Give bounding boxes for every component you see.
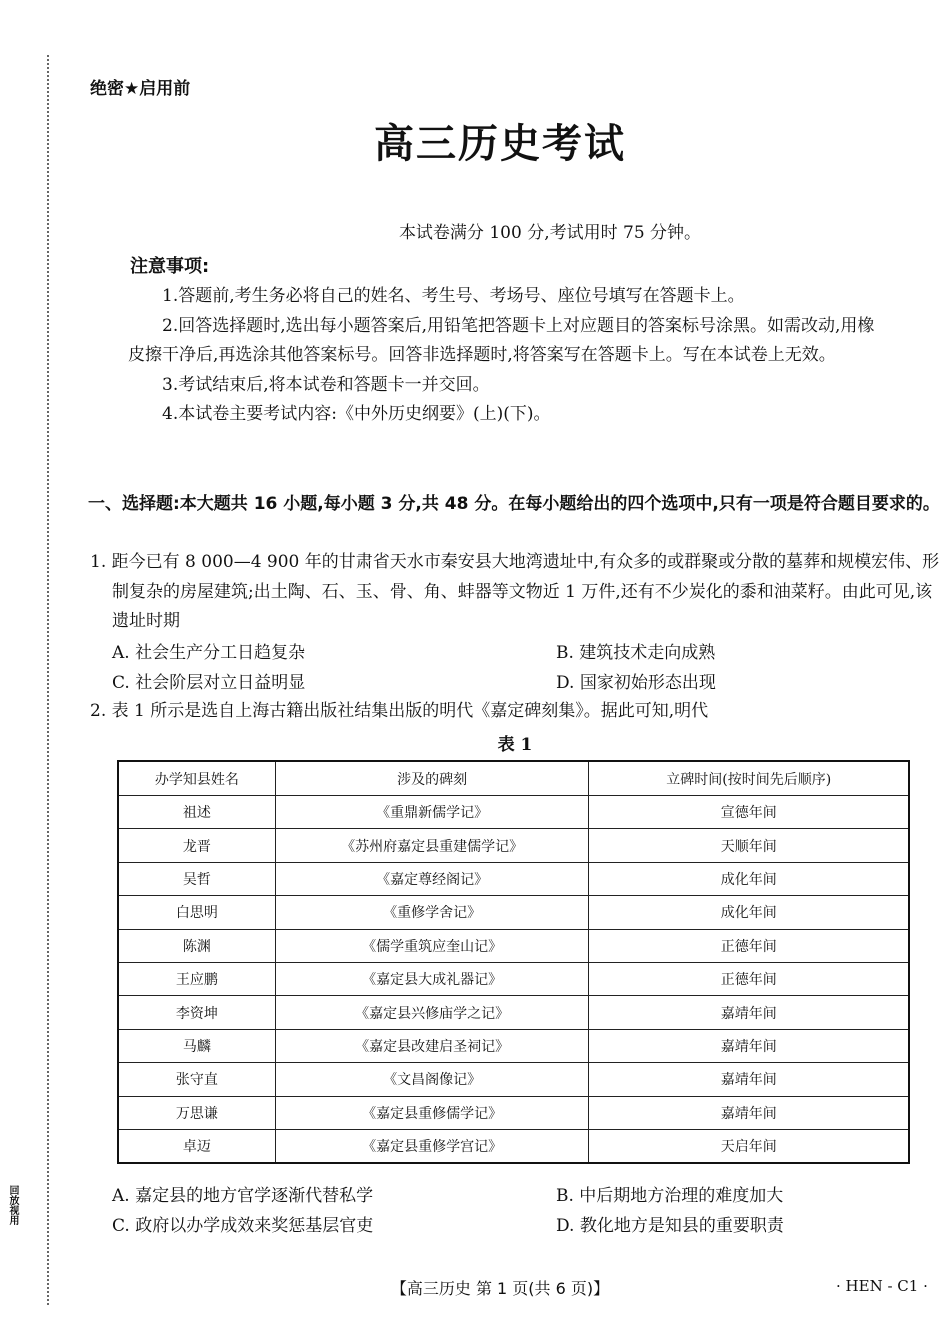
table-row <box>118 896 909 929</box>
table-row <box>118 862 909 895</box>
table-1 <box>117 760 910 1164</box>
notice-item: 1.答题前,考生务必将自己的姓名、考生号、考场号、座位号填写在答题卡上。 <box>162 286 745 306</box>
table-cell: 《嘉定尊经阁记》 <box>275 862 589 895</box>
table-cell: 宣德年间 <box>589 796 909 829</box>
notice-item: 3.考试结束后,将本试卷和答题卡一并交回。 <box>162 374 490 395</box>
binding-line <box>47 55 49 1305</box>
table-cell: 陈渊 <box>118 929 275 962</box>
page-footer: 【高三历史 第 1 页(共 6 页)】 <box>390 1279 610 1298</box>
side-mark: 回放视用 <box>7 1185 18 1225</box>
notice-heading: 注意事项: <box>130 256 210 277</box>
table-cell: 龙晋 <box>118 829 275 862</box>
q1-option-c: C. 社会阶层对立日益明显 <box>112 673 306 693</box>
q2-option-c: C. 政府以办学成效来奖惩基层官吏 <box>112 1216 374 1236</box>
table-cell: 白思明 <box>118 896 275 929</box>
paper-code: · HEN - C1 · <box>836 1277 928 1295</box>
q1-option-b: B. 建筑技术走向成熟 <box>556 643 716 663</box>
full-marks-note: 本试卷满分 100 分,考试用时 75 分钟。 <box>398 223 702 243</box>
notice-item: 2.回答选择题时,选出每小题答案后,用铅笔把答题卡上对应题目的答案标号涂黑。如需改动,用橡皮擦干净后,再选涂其他答案标号。回答非选择题时,将答案写在答题卡上。写在本试卷上无效。 <box>128 315 875 365</box>
table-cell: 祖述 <box>118 796 275 829</box>
table-cell: 《嘉定县重修儒学记》 <box>275 1096 589 1129</box>
table-cell: 天顺年间 <box>589 829 909 862</box>
table-cell: 张守直 <box>118 1063 275 1096</box>
table-cell: 《重修学舍记》 <box>275 896 589 929</box>
table-cell: 《嘉定县大成礼器记》 <box>275 962 589 995</box>
table-row <box>118 1096 909 1129</box>
table-cell: 《文昌阁像记》 <box>275 1063 589 1096</box>
table-row <box>118 1063 909 1096</box>
table-header: 办学知县姓名 <box>118 761 275 796</box>
table-row <box>118 796 909 829</box>
table-row <box>118 962 909 995</box>
table-cell: 李资坤 <box>118 996 275 1029</box>
table-cell: 成化年间 <box>589 862 909 895</box>
section-heading: 一、选择题:本大题共 16 小题,每小题 3 分,共 48 分。在每小题给出的四个选项中,只有一项是符合题目要求的。 <box>88 494 940 514</box>
table-cell: 《苏州府嘉定县重建儒学记》 <box>275 829 589 862</box>
q2-option-d: D. 教化地方是知县的重要职责 <box>556 1216 784 1236</box>
table-cell: 正德年间 <box>589 962 909 995</box>
table-cell: 嘉靖年间 <box>589 996 909 1029</box>
table-cell: 嘉靖年间 <box>589 1029 909 1062</box>
table-cell: 正德年间 <box>589 929 909 962</box>
table-header: 立碑时间(按时间先后顺序) <box>589 761 909 796</box>
table-row <box>118 996 909 1029</box>
exam-title: 高三历史考试 <box>374 121 626 167</box>
table-header: 涉及的碑刻 <box>275 761 589 796</box>
table-cell: 《嘉定县重修学宫记》 <box>275 1129 589 1163</box>
table-row <box>118 929 909 962</box>
notice-list <box>128 282 888 430</box>
q1-option-a: A. 社会生产分工日趋复杂 <box>112 643 306 663</box>
q1-option-d: D. 国家初始形态出现 <box>556 673 716 693</box>
table-cell: 嘉靖年间 <box>589 1096 909 1129</box>
table-cell: 《儒学重筑应奎山记》 <box>275 929 589 962</box>
table-cell: 《嘉定县改建启圣祠记》 <box>275 1029 589 1062</box>
table-cell: 《重鼎新儒学记》 <box>275 796 589 829</box>
table-cell: 马麟 <box>118 1029 275 1062</box>
table-header-row <box>118 761 909 796</box>
table-cell: 《嘉定县兴修庙学之记》 <box>275 996 589 1029</box>
question-1-stem: 1. 距今已有 8 000—4 900 年的甘肃省天水市秦安县大地湾遗址中,有众多的或群聚或分散的墓葬和规模宏伟、形制复杂的房屋建筑;出土陶、石、玉、骨、角、蚌器等文物近 1 万件,还有不少炭化的黍和油菜籽。由此可见,该遗址时期 <box>90 552 940 631</box>
table-cell: 嘉靖年间 <box>589 1063 909 1096</box>
table-cell: 吴哲 <box>118 862 275 895</box>
notice-item: 4.本试卷主要考试内容:《中外历史纲要》(上)(下)。 <box>162 404 551 424</box>
table-cell: 天启年间 <box>589 1129 909 1163</box>
table-cell: 成化年间 <box>589 896 909 929</box>
question-2-stem: 2. 表 1 所示是选自上海古籍出版社结集出版的明代《嘉定碑刻集》。据此可知,明代 <box>90 701 709 721</box>
table-caption: 表 1 <box>497 735 533 755</box>
secret-label: 绝密★启用前 <box>90 79 191 99</box>
table-cell: 卓迈 <box>118 1129 275 1163</box>
q2-option-b: B. 中后期地方治理的难度加大 <box>556 1186 784 1206</box>
table-row <box>118 1129 909 1163</box>
table-cell: 王应鹏 <box>118 962 275 995</box>
table-row <box>118 1029 909 1062</box>
table-row <box>118 829 909 862</box>
table-cell: 万思谦 <box>118 1096 275 1129</box>
q2-option-a: A. 嘉定县的地方官学逐渐代替私学 <box>112 1186 374 1206</box>
